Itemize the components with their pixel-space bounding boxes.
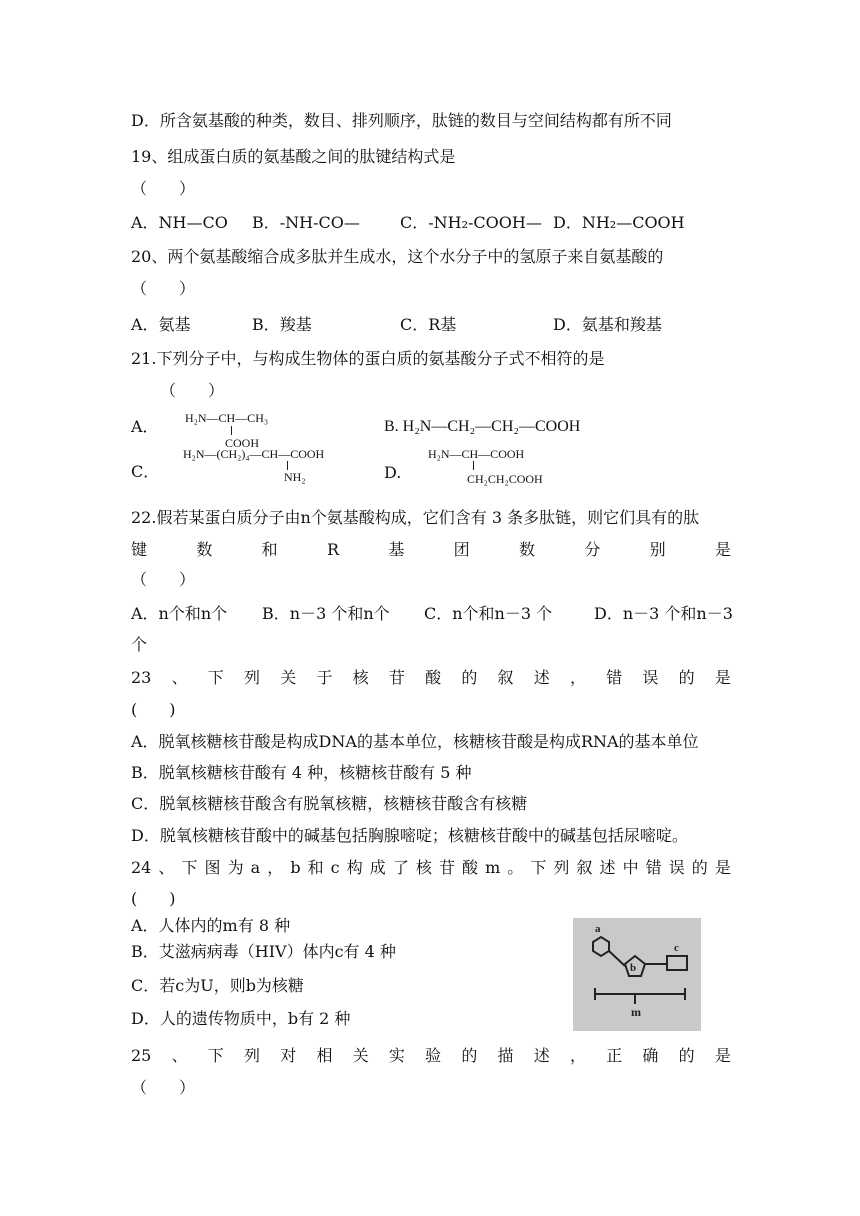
question-24 [131, 857, 731, 879]
q24-word: 构 [346, 858, 363, 877]
q22-option-b: B．n－3 个和n个 [262, 604, 390, 623]
q22-word: 和 [261, 540, 278, 559]
q24-option-d: D．人的遗传物质中，b有 2 种 [131, 1009, 351, 1028]
q20-option-c: C．R基 [400, 315, 457, 334]
label-a: a [595, 923, 601, 935]
q19-option-c: C．-NH₂-COOH— [400, 213, 542, 232]
q23-option-b: B．脱氧核糖核苷酸有 4 种，核糖核苷酸有 5 种 [131, 763, 472, 782]
q22-word: 键 [131, 540, 148, 559]
q23-word: 关 [280, 668, 297, 687]
q23-word: 叙 [497, 668, 514, 687]
q22-option-d-continued: 个 [131, 635, 148, 654]
question-25 [131, 1045, 731, 1067]
q21-option-c-label: C． [131, 462, 160, 481]
q25-word: 验 [425, 1046, 442, 1065]
answer-paren-21: （ ） [160, 381, 225, 400]
q23-word: 、 [171, 668, 188, 687]
q20-option-a: A．氨基 [131, 315, 191, 334]
q24-word: 下 [181, 858, 198, 877]
q23-option-d: D．脱氧核糖核苷酸中的碱基包括胸腺嘧啶；核糖核苷酸中的碱基包括尿嘧啶。 [131, 826, 688, 845]
q21-option-b: B. H₂N—CH₂—CH₂—COOH [384, 418, 581, 435]
q25-word: 关 [352, 1046, 369, 1065]
q24-word: 和 [307, 858, 324, 877]
answer-paren-22: （ ） [131, 570, 196, 589]
q23-option-a: A．脱氧核糖核苷酸是构成DNA的基本单位，核糖核苷酸是构成RNA的基本单位 [131, 732, 699, 751]
q23-word: 的 [678, 668, 695, 687]
q21-option-a-label: A． [131, 417, 159, 436]
q25-word: 描 [497, 1046, 514, 1065]
bond-a-b [609, 951, 625, 966]
q24-word: a [250, 858, 261, 877]
q23-word: 误 [642, 668, 659, 687]
q23-word: 苷 [388, 668, 405, 687]
q22-word: 团 [453, 540, 470, 559]
base-shape [667, 956, 687, 970]
q22-word: 是 [714, 540, 731, 559]
nucleotide-diagram-svg [573, 918, 701, 1031]
nucleotide-diagram [573, 918, 701, 1031]
q23-word: 错 [606, 668, 623, 687]
q24-option-b: B．艾滋病病毒（HIV）体内c有 4 种 [131, 942, 396, 961]
q25-word: 25 [131, 1046, 152, 1065]
q20-option-d: D．氨基和羧基 [553, 315, 662, 334]
q23-word: 是 [714, 668, 731, 687]
bond-line [287, 461, 288, 470]
q25-word: ， [569, 1046, 586, 1065]
q24-word: 酸 [462, 858, 479, 877]
q24-option-c: C．若c为U，则b为核糖 [131, 976, 304, 995]
q24-word: b [290, 858, 301, 877]
q21-option-a-formula-top: H₂N—CH—CH₃ [185, 411, 269, 425]
question-21: 21.下列分子中，与构成生物体的蛋白质的氨基酸分子式不相符的是 [131, 349, 605, 368]
q22-word: R [326, 540, 340, 559]
answer-paren-20: （ ） [131, 279, 196, 298]
q21-option-d-label: D. [384, 463, 402, 482]
option-d-q18: D．所含氨基酸的种类，数目、排列顺序，肽链的数目与空间结构都有所不同 [131, 111, 672, 130]
q19-option-a: A．NH—CO [131, 213, 228, 232]
q24-option-a: A．人体内的m有 8 种 [131, 916, 291, 935]
q24-word: m [485, 858, 501, 877]
label-c: c [674, 942, 679, 954]
label-m: m [631, 1005, 641, 1019]
q25-word: 正 [606, 1046, 623, 1065]
q23-word: 的 [461, 668, 478, 687]
q24-word: 叙 [576, 858, 593, 877]
q23-word: ， [569, 668, 586, 687]
q24-word: 了 [392, 858, 409, 877]
q24-word: 列 [553, 858, 570, 877]
q24-word: 是 [714, 858, 731, 877]
answer-paren-23: ( ) [131, 700, 176, 719]
q22-option-d: D．n－3 个和n－3 [594, 604, 733, 623]
q25-word: 是 [714, 1046, 731, 1065]
q24-word: 24 [131, 858, 152, 877]
question-19: 19、组成蛋白质的氨基酸之间的肽键结构式是 [131, 147, 456, 166]
q22-word: 数 [519, 540, 536, 559]
bond-line [473, 461, 474, 470]
q22-word: 基 [388, 540, 405, 559]
q24-word: 错 [645, 858, 662, 877]
q19-option-d: D．NH₂—COOH [553, 213, 685, 232]
q19-option-b: B．-NH-CO— [252, 213, 360, 232]
q25-word: 述 [533, 1046, 550, 1065]
q24-word: 、 [158, 858, 175, 877]
q24-word: 下 [530, 858, 547, 877]
q24-word: ， [267, 858, 284, 877]
q23-word: 于 [316, 668, 333, 687]
q24-word: 苷 [438, 858, 455, 877]
answer-paren-25: （ ） [131, 1078, 196, 1097]
q23-word: 列 [244, 668, 261, 687]
q25-word: 列 [244, 1046, 261, 1065]
question-20: 20、两个氨基酸缩合成多肽并生成水，这个水分子中的氢原子来自氨基酸的 [131, 247, 664, 266]
answer-paren-24: ( ) [131, 889, 176, 908]
q23-word: 酸 [425, 668, 442, 687]
q25-word: 的 [678, 1046, 695, 1065]
q21-option-c-formula-bottom: NH₂ [284, 470, 306, 484]
q22-option-a: A．n个和n个 [131, 604, 228, 623]
q20-option-b: B．羧基 [252, 315, 312, 334]
q25-word: 确 [642, 1046, 659, 1065]
q23-word: 核 [352, 668, 369, 687]
q25-word: 的 [461, 1046, 478, 1065]
question-22-line2 [131, 539, 731, 561]
q24-word: 中 [622, 858, 639, 877]
q21-option-d-formula-top: H₂N—CH—COOH [428, 447, 525, 461]
q21-option-a-formula-bottom: COOH [225, 436, 260, 450]
q23-word: 述 [533, 668, 550, 687]
q24-word: 为 [227, 858, 244, 877]
q22-word: 数 [196, 540, 213, 559]
q22-word: 分 [584, 540, 601, 559]
question-23 [131, 667, 731, 689]
q24-word: 的 [691, 858, 708, 877]
q24-word: 成 [369, 858, 386, 877]
q23-word: 下 [207, 668, 224, 687]
label-b: b [630, 962, 637, 974]
q24-word: 图 [204, 858, 221, 877]
answer-paren-19: （ ） [131, 179, 196, 198]
phosphate-shape [593, 937, 609, 956]
q23-option-c: C．脱氧核糖核苷酸含有脱氧核糖，核糖核苷酸含有核糖 [131, 794, 528, 813]
q22-option-c: C．n个和n－3 个 [424, 604, 553, 623]
q22-word: 别 [649, 540, 666, 559]
bond-line [231, 426, 232, 435]
q25-word: 、 [171, 1046, 188, 1065]
q25-word: 下 [207, 1046, 224, 1065]
q23-word: 23 [131, 668, 152, 687]
question-22: 22.假若某蛋白质分子由n个氨基酸构成，它们含有 3 条多肽链，则它们具有的肽 [131, 508, 700, 527]
q24-word: 核 [415, 858, 432, 877]
q25-word: 相 [316, 1046, 333, 1065]
q24-word: 误 [668, 858, 685, 877]
q21-option-d-formula-bottom: CH₂CH₂COOH [467, 472, 543, 486]
q25-word: 实 [388, 1046, 405, 1065]
q25-word: 对 [280, 1046, 297, 1065]
q21-option-c-formula-top: H₂N—(CH₂)₄—CH—COOH [183, 447, 325, 461]
q24-word: 。 [507, 858, 524, 877]
q24-word: c [330, 858, 340, 877]
q24-word: 述 [599, 858, 616, 877]
